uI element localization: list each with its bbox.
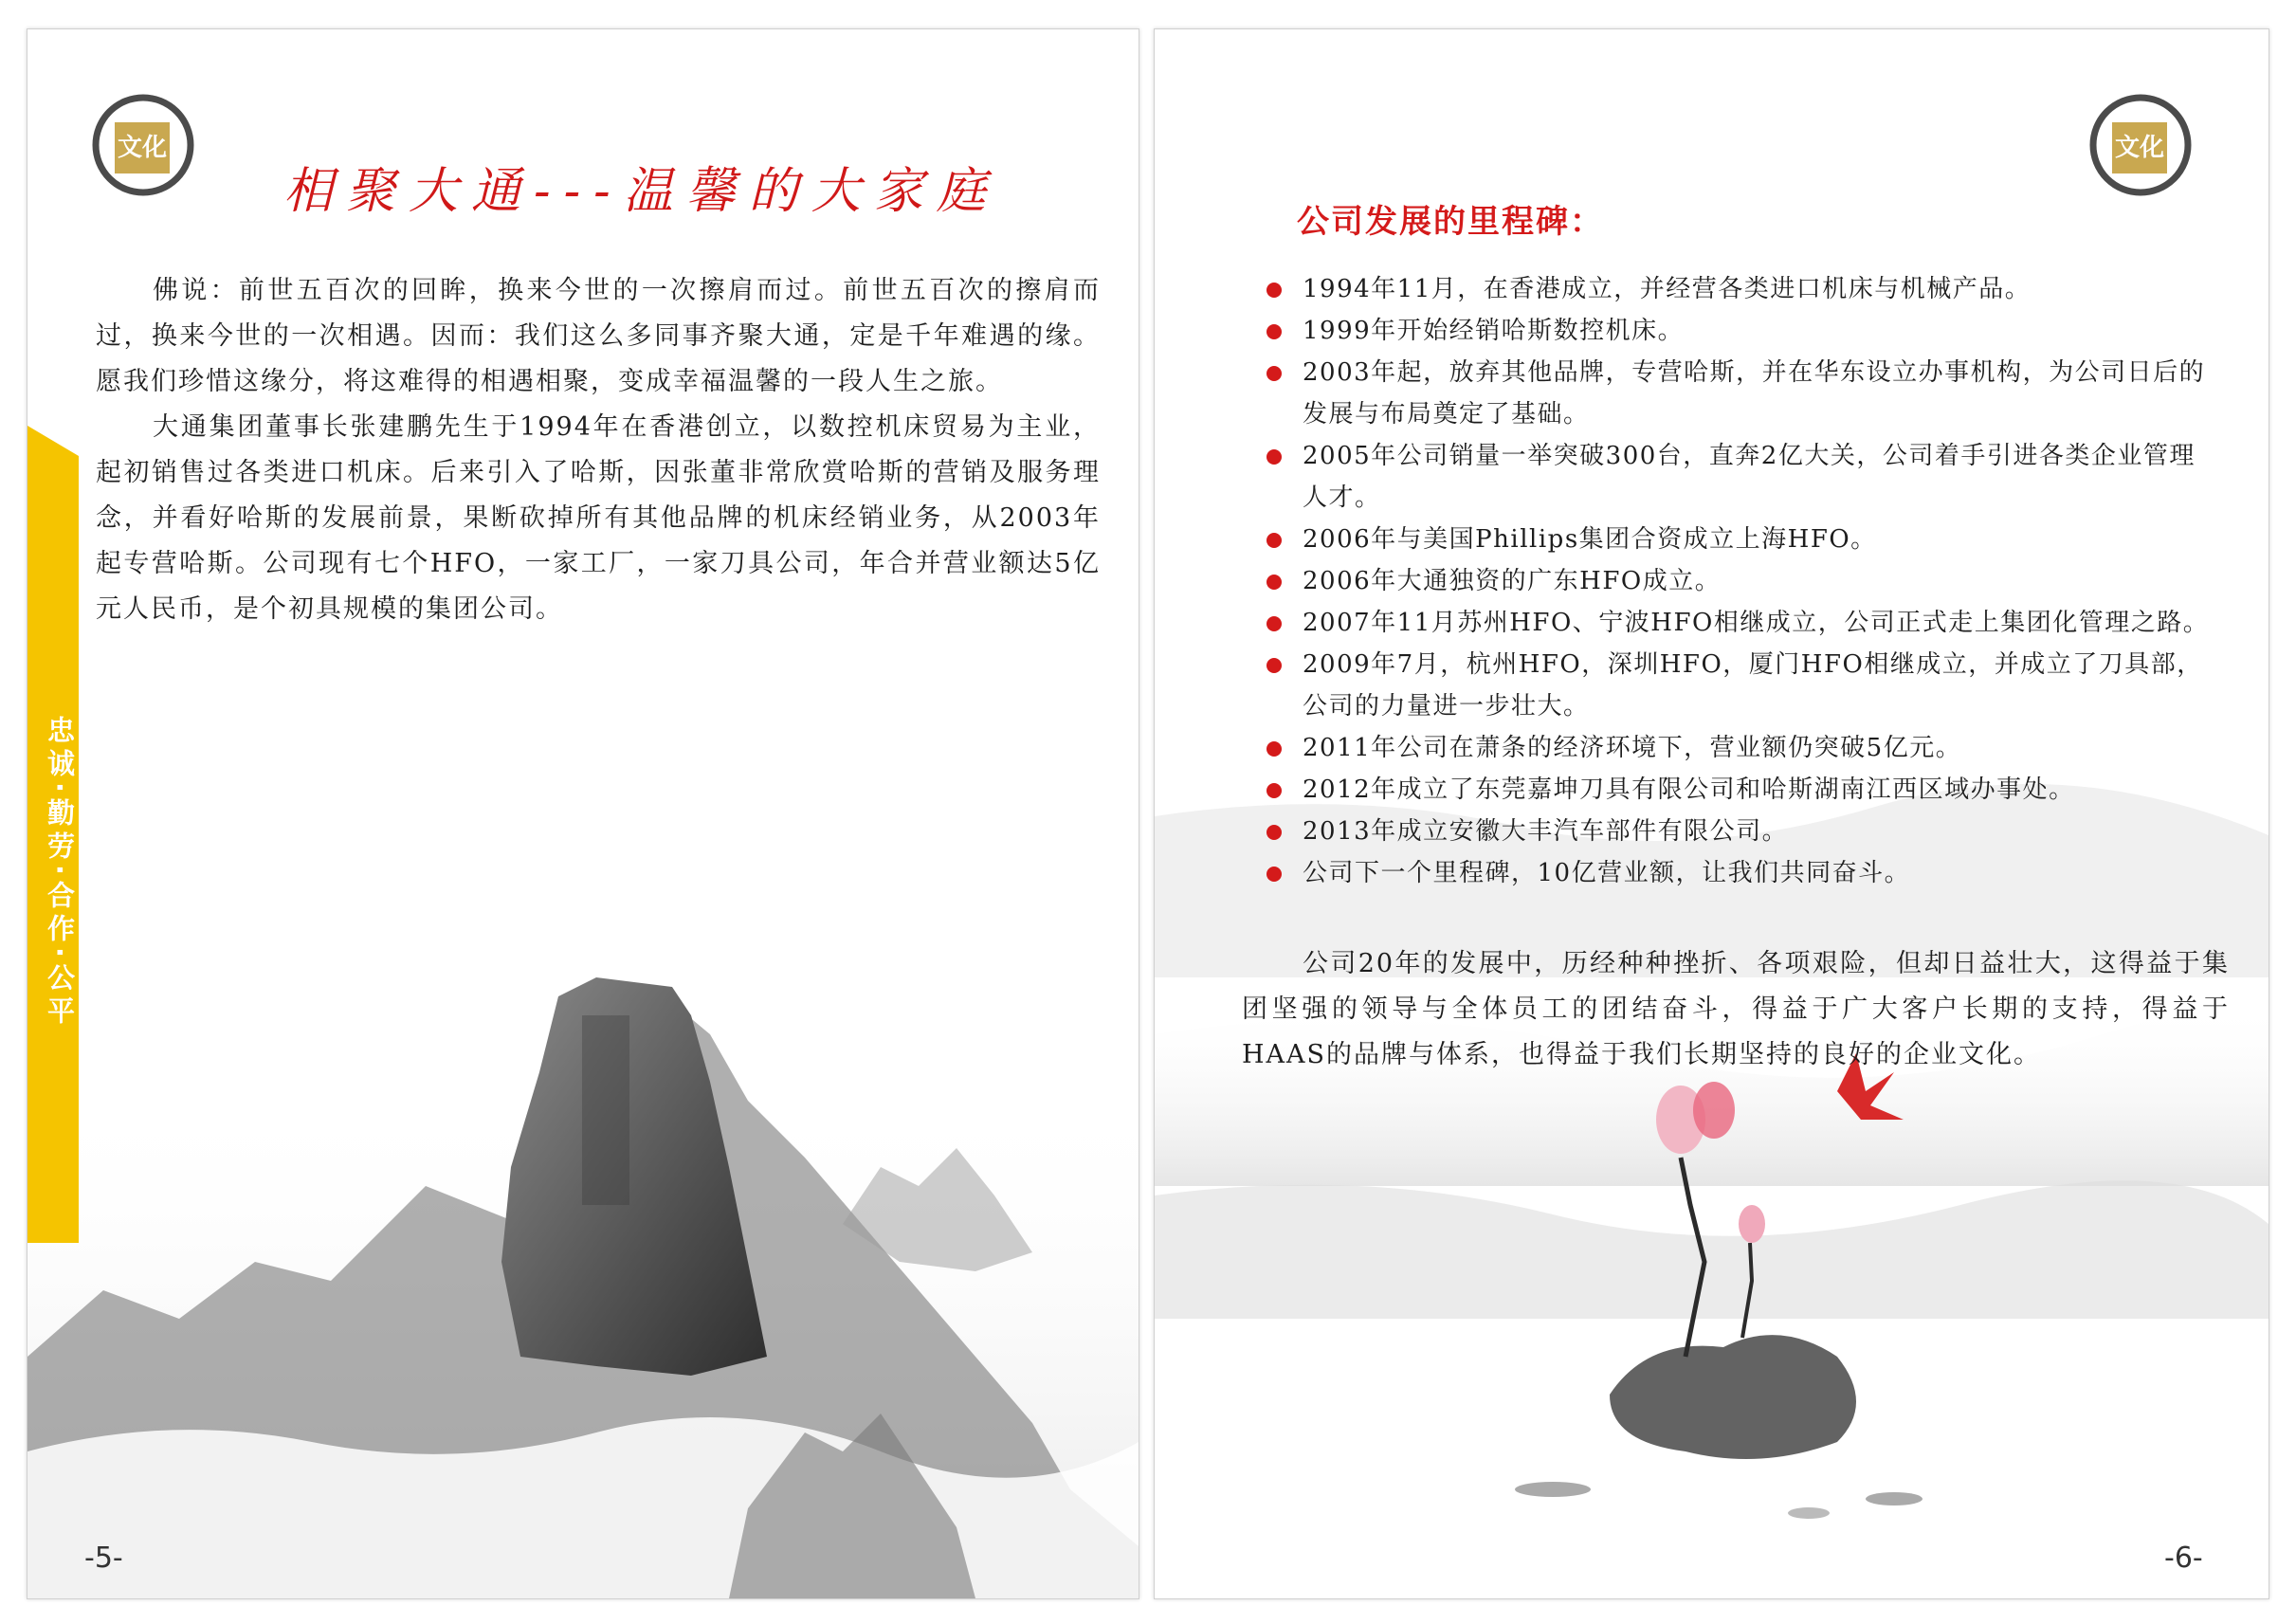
- milestone-text: 2003年起，放弃其他品牌，专营哈斯，并在华东设立办事机构，为公司日后的发展与布局奠定了基础。: [1303, 358, 2206, 429]
- milestone-text: 2005年公司销量一举突破300台，直奔2亿大关，公司着手引进各类企业管理人才。: [1303, 442, 2196, 512]
- list-item: [1266, 352, 2214, 435]
- list-item: [1266, 852, 2214, 894]
- bullet-icon: [1266, 575, 1282, 590]
- milestone-text: 2013年成立安徽大丰汽车部件有限公司。: [1303, 817, 1789, 846]
- bullet-icon: [1266, 283, 1282, 298]
- milestone-text: 公司下一个里程碑，10亿营业额，让我们共同奋斗。: [1303, 859, 1911, 887]
- page-number: -6-: [2164, 1542, 2203, 1575]
- list-item: [1266, 769, 2214, 811]
- milestone-text: 2011年公司在萧条的经济环境下，营业额仍突破5亿元。: [1303, 734, 1962, 762]
- milestone-text: 2006年大通独资的广东HFO成立。: [1303, 567, 1722, 595]
- list-item: [1266, 519, 2214, 560]
- bullet-icon: [1266, 658, 1282, 673]
- milestone-text: 1994年11月，在香港成立，并经营各类进口机床与机械产品。: [1303, 275, 2032, 303]
- list-item: [1266, 435, 2214, 519]
- company-seal-logo: [86, 86, 200, 200]
- bullet-icon: [1266, 616, 1282, 631]
- milestone-text: 1999年开始经销哈斯数控机床。: [1303, 317, 1685, 345]
- milestone-text: 2007年11月苏州HFO、宁波HFO相继成立，公司正式走上集团化管理之路。: [1303, 609, 2210, 637]
- list-item: [1266, 644, 2214, 727]
- right-page: [1154, 28, 2269, 1599]
- svg-text:文化: 文化: [117, 134, 168, 162]
- milestone-text: 2006年与美国Phillips集团合资成立上海HFO。: [1303, 525, 1877, 554]
- company-seal-logo: [2084, 86, 2197, 200]
- bullet-icon: [1266, 825, 1282, 840]
- bullet-icon: [1266, 449, 1282, 465]
- list-item: [1266, 602, 2214, 644]
- list-item: [1266, 268, 2214, 310]
- bullet-icon: [1266, 324, 1282, 339]
- milestone-text: 2012年成立了东莞嘉坤刀具有限公司和哈斯湖南江西区域办事处。: [1303, 776, 2075, 804]
- paragraph: 大通集团董事长张建鹏先生于1994年在香港创立，以数控机床贸易为主业，起初销售过各类进口机床。后来引入了哈斯，因张董非常欣赏哈斯的营销及服务理念，并看好哈斯的发展前景，果断砍掉所有其他品牌的机床经销业务，从2003年起专营哈斯。公司现有七个HFO，一家工厂，一家刀具公司，年合并营业额达5亿元人民币，是个初具规模的集团公司。: [96, 412, 1101, 624]
- bullet-icon: [1266, 867, 1282, 882]
- paragraph: 佛说：前世五百次的回眸，换来今世的一次擦肩而过。前世五百次的擦肩而过，换来今世的一次相遇。因而：我们这么多同事齐聚大通，定是千年难遇的缘。愿我们珍惜这缘分，将这难得的相遇相聚，变成幸福温馨的一段人生之旅。: [96, 276, 1101, 396]
- intro-text: [96, 268, 1101, 632]
- bullet-icon: [1266, 741, 1282, 757]
- list-item: [1266, 811, 2214, 852]
- bullet-icon: [1266, 533, 1282, 548]
- closing-text: [1242, 941, 2230, 1078]
- left-page: [27, 28, 1139, 1599]
- bullet-icon: [1266, 366, 1282, 381]
- mountain-landscape-illustration: [27, 29, 1139, 1598]
- values-side-tab-label: 忠诚·勤劳·合作·公平: [44, 716, 76, 1031]
- page-title: 相聚大通---温馨的大家庭: [283, 163, 999, 220]
- list-item: [1266, 310, 2214, 352]
- bullet-icon: [1266, 783, 1282, 798]
- list-item: [1266, 727, 2214, 769]
- page-number: -5-: [84, 1542, 123, 1575]
- milestones-heading: 公司发展的里程碑：: [1297, 203, 1604, 241]
- milestone-list: [1266, 268, 2214, 894]
- paragraph: 公司20年的发展中，历经种种挫折、各项艰险，但却日益壮大，这得益于集团坚强的领导与全体员工的团结奋斗，得益于广大客户长期的支持，得益于HAAS的品牌与体系，也得益于我们长期坚持的良好的企业文化。: [1242, 949, 2230, 1069]
- list-item: [1266, 560, 2214, 602]
- svg-text:文化: 文化: [2114, 134, 2165, 162]
- milestone-text: 2009年7月，杭州HFO，深圳HFO，厦门HFO相继成立，并成立了刀具部，公司的力量进一步壮大。: [1303, 650, 2203, 721]
